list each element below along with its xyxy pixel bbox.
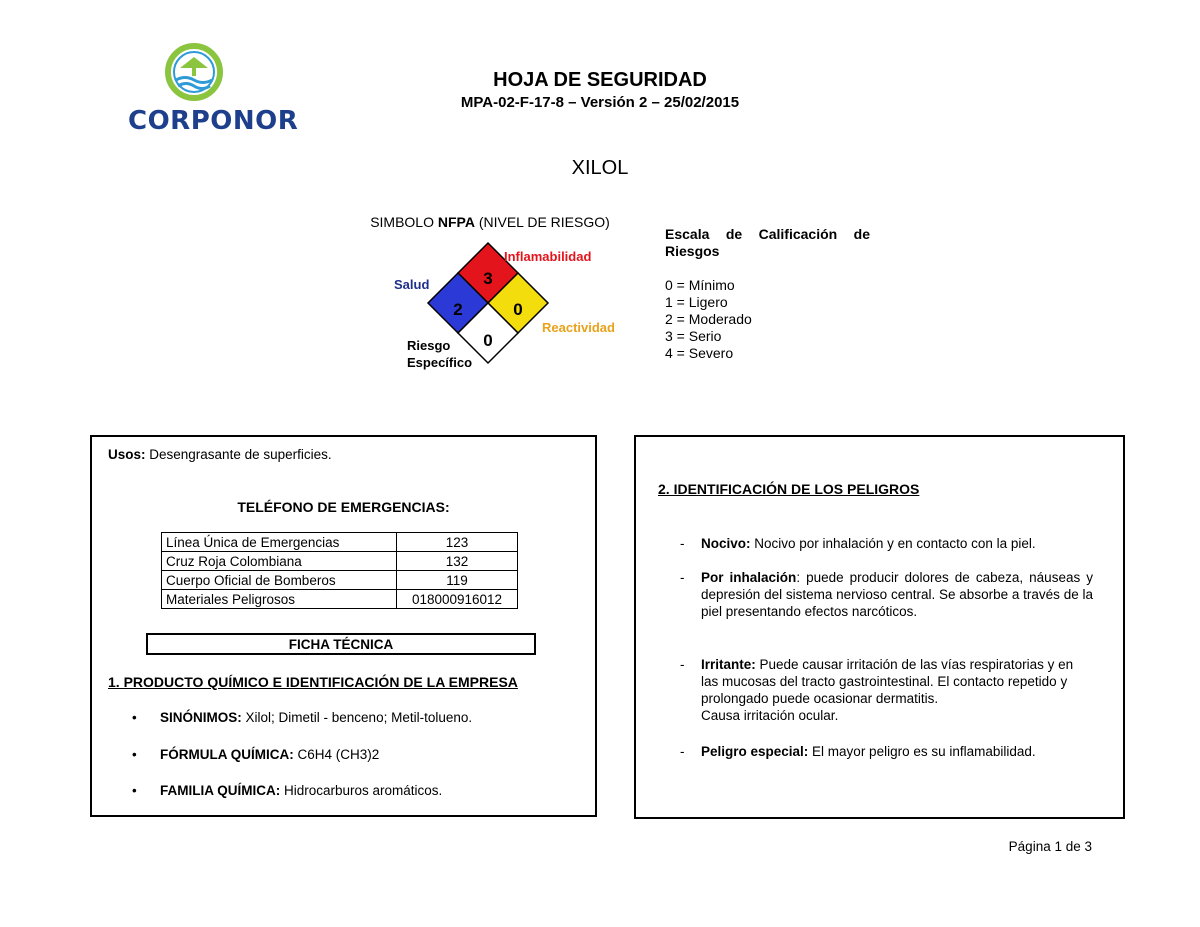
list-item (132, 710, 472, 725)
risk-scale (665, 226, 870, 362)
hazard-label: Peligro especial: (701, 744, 809, 759)
bullet-icon: • (132, 710, 137, 725)
hazard-item (680, 743, 1093, 760)
nfpa-special-label-2: Específico (407, 355, 473, 370)
scale-item: 2 = Moderado (665, 311, 752, 327)
dash-icon: - (680, 536, 685, 551)
hazard-label: Nocivo: (701, 536, 751, 551)
dash-icon: - (680, 744, 685, 759)
page-title: HOJA DE SEGURIDAD (493, 69, 707, 91)
list-item (132, 747, 379, 762)
phone-number: 123 (397, 533, 518, 552)
phone-name: Línea Única de Emergencias (162, 533, 397, 552)
scale-title-line2: Riesgos (665, 243, 720, 259)
nfpa-health-label: Salud (394, 277, 430, 292)
nfpa-health-value: 2 (453, 300, 463, 319)
list-item (132, 783, 442, 798)
phone-title: TELÉFONO DE EMERGENCIAS: (237, 499, 450, 515)
hazard-text: El mayor peligro es su inflamabilidad. (808, 744, 1036, 759)
nfpa-reactivity-label: Reactividad (542, 320, 615, 335)
scale-item: 0 = Mínimo (665, 277, 735, 293)
nfpa-reactivity-value: 0 (513, 300, 523, 319)
phone-number: 132 (397, 552, 518, 571)
hazard-extra: Causa irritación ocular. (701, 708, 839, 723)
table-row (162, 552, 518, 571)
nfpa-caption (330, 214, 650, 230)
product-name: XILOL (571, 157, 629, 179)
nfpa-special-label-1: Riesgo (407, 338, 451, 353)
nfpa-flammability-value: 3 (483, 269, 493, 288)
ficha-tecnica-header: FICHA TÉCNICA (146, 633, 536, 655)
scale-item: 3 = Serio (665, 328, 722, 344)
hazard-label: Por inhalación (701, 570, 797, 585)
bullet-icon: • (132, 747, 137, 762)
bullet-value: C6H4 (CH3)2 (293, 747, 380, 762)
hazard-text: Nocivo por inhalación y en contacto con la piel. (750, 536, 1036, 551)
scale-title-line1: Escala de Calificación de (665, 226, 870, 242)
usos-label: Usos: (108, 447, 146, 462)
logo-text: CORPONOR (128, 106, 299, 136)
nfpa-flammability-label: Inflamabilidad (504, 249, 592, 264)
nfpa-caption-prefix: SIMBOLO (370, 214, 438, 230)
phone-number: 018000916012 (397, 590, 518, 609)
phone-name: Materiales Peligrosos (162, 590, 397, 609)
document-code: MPA-02-F-17-8 – Versión 2 – 25/02/2015 (460, 94, 740, 111)
hazard-item (680, 656, 1093, 724)
table-row (162, 571, 518, 590)
phone-name: Cuerpo Oficial de Bomberos (162, 571, 397, 590)
nfpa-caption-bold: NFPA (437, 214, 475, 230)
nfpa-special-value: 0 (483, 331, 493, 350)
dash-icon: - (680, 570, 685, 585)
usos-line (108, 447, 332, 462)
nfpa-diamond (390, 240, 640, 380)
table-row (162, 590, 518, 609)
bullet-label: FAMILIA QUÍMICA: (160, 783, 281, 798)
hazard-label: Irritante: (701, 657, 756, 672)
section-2-heading: 2. IDENTIFICACIÓN DE LOS PELIGROS (658, 481, 920, 497)
scale-item: 4 = Severo (665, 345, 734, 361)
hazard-text: : puede producir dolores de cabeza, náuseas y depresión del sistema nervioso central. Se absorbe a través de la piel presentando efectos narcóticos. (701, 570, 1093, 619)
hazard-item (680, 535, 1093, 552)
scale-item: 1 = Ligero (665, 294, 728, 310)
bullet-label: FÓRMULA QUÍMICA: (160, 747, 294, 762)
phone-number: 119 (397, 571, 518, 590)
bullet-label: SINÓNIMOS: (160, 710, 242, 725)
phone-name: Cruz Roja Colombiana (162, 552, 397, 571)
emergency-table (161, 532, 518, 609)
nfpa-caption-suffix: (NIVEL DE RIESGO) (474, 214, 610, 230)
hazard-text: Puede causar irritación de las vías respiratorias y en las mucosas del tracto gastrointestinal. El contacto repetido y prolongado puede ocasionar dermatitis. (701, 657, 1074, 706)
dash-icon: - (680, 657, 685, 672)
bullet-value: Hidrocarburos aromáticos. (280, 783, 443, 798)
page-number: Página 1 de 3 (1008, 839, 1092, 854)
bullet-icon: • (132, 783, 137, 798)
usos-value: Desengrasante de superficies. (145, 447, 332, 462)
section-1-heading: 1. PRODUCTO QUÍMICO E IDENTIFICACIÓN DE LA EMPRESA (108, 674, 518, 690)
table-row (162, 533, 518, 552)
hazard-item (680, 569, 1093, 620)
bullet-value: Xilol; Dimetil - benceno; Metil-tolueno. (241, 710, 473, 725)
